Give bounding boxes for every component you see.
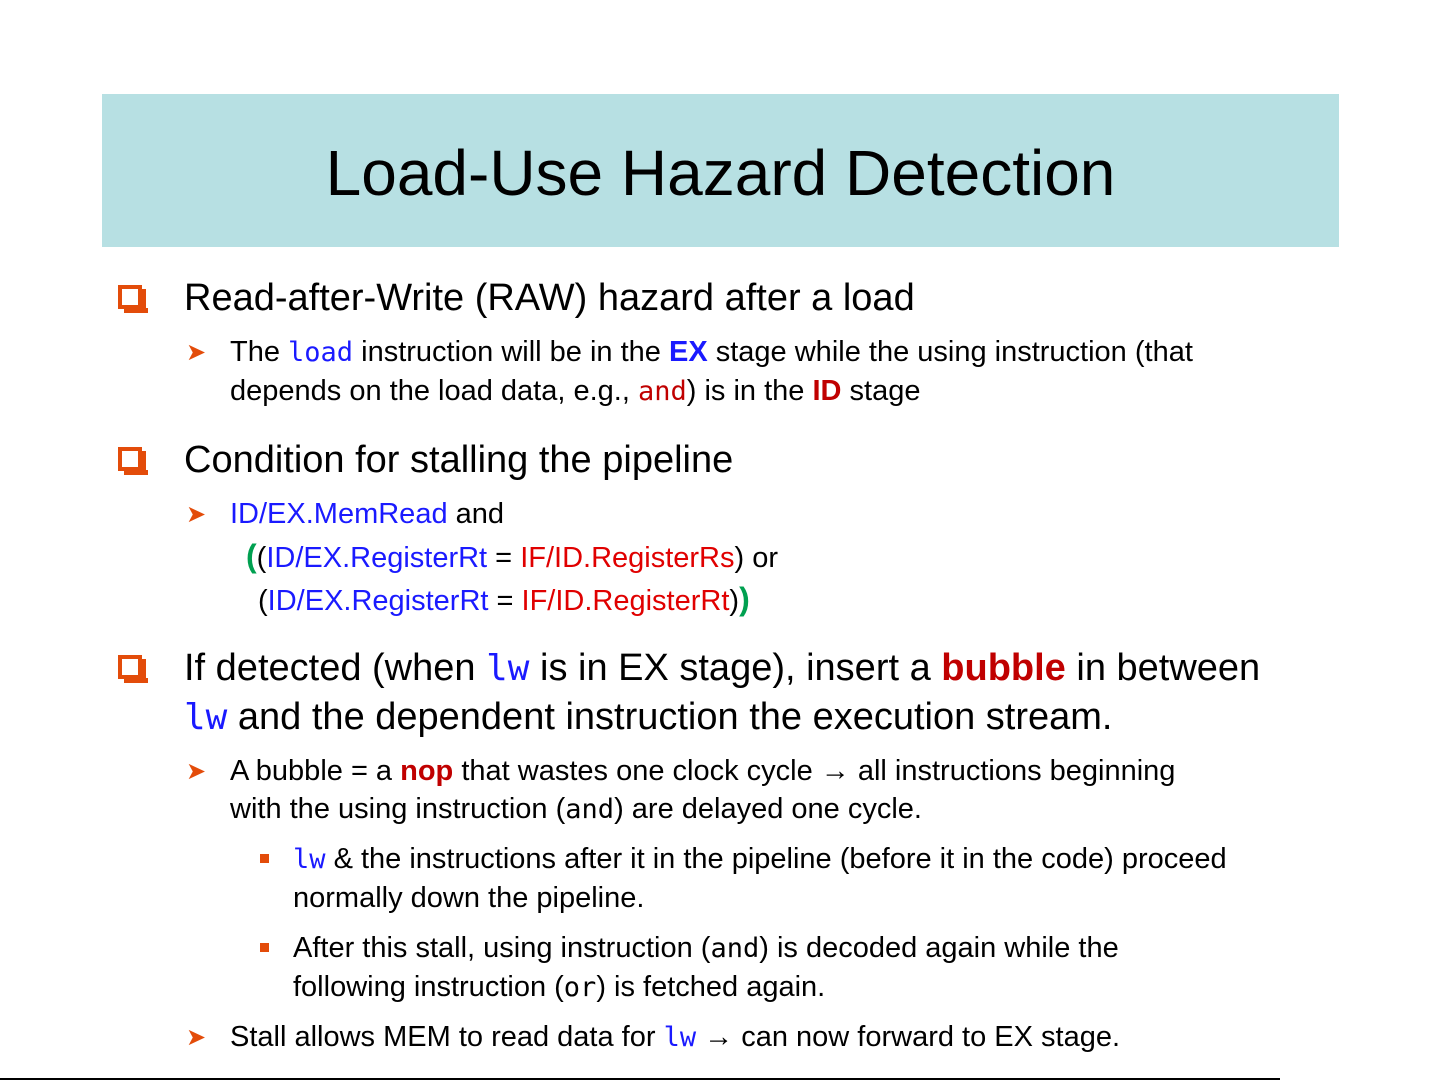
square-bullet-icon xyxy=(260,854,269,863)
condition-line-2: ((ID/EX.RegisterRt = IF/ID.RegisterRs) or xyxy=(246,538,779,574)
code-lw: lw xyxy=(184,697,228,738)
arrow-bullet-icon: ➤ xyxy=(186,501,207,528)
sub-bullet-stall-forward: Stall allows MEM to read data for lw → can now forward to EX stage. xyxy=(230,1021,1121,1053)
ex-stage-label: EX xyxy=(669,336,708,368)
arrow-bullet-icon: ➤ xyxy=(186,758,207,785)
slide-title: Load-Use Hazard Detection xyxy=(325,137,1116,209)
condition-line-3: (ID/EX.RegisterRt = IF/ID.RegisterRt)) xyxy=(258,581,750,617)
code-load: load xyxy=(288,337,354,368)
arrow-bullet-icon: ➤ xyxy=(186,339,207,366)
bottom-divider xyxy=(0,1078,1280,1080)
bullet-stall-condition: Condition for stalling the pipeline xyxy=(184,439,734,481)
square-bullet-icon xyxy=(260,943,269,952)
checkbox-bullet-icon xyxy=(118,655,142,679)
code-lw: lw xyxy=(486,648,530,689)
sub-sub-bullet-lw-proceeds: lw & the instructions after it in the pipeline (before it in the code) proceed normally down the pipeline. xyxy=(293,843,1227,914)
nop-label: nop xyxy=(400,755,454,787)
arrow-bullet-icon: ➤ xyxy=(186,1024,207,1051)
code-and: and xyxy=(637,376,687,407)
sub-sub-bullet-after-stall: After this stall, using instruction (and) is decoded again while the following instruction (or) is fetched again. xyxy=(293,932,1119,1003)
id-stage-label: ID xyxy=(812,375,842,407)
sub-bullet-bubble-nop: A bubble = a nop that wastes one clock cycle → all instructions beginning with the using instruction (and) are delayed one cycle. xyxy=(230,755,1176,825)
bubble-label: bubble xyxy=(941,647,1066,689)
condition-line-1: ID/EX.MemRead and xyxy=(230,498,505,530)
checkbox-bullet-icon xyxy=(118,447,142,471)
bullet-insert-bubble: If detected (when lw is in EX stage), insert a bubble in between lw and the dependent instruction the execution stream. xyxy=(184,647,1261,738)
checkbox-bullet-icon xyxy=(118,285,142,309)
bullet-raw-hazard: Read-after-Write (RAW) hazard after a load xyxy=(184,277,915,319)
sub-bullet-load-ex: The load instruction will be in the EX stage while the using instruction (that depends on the load data, e.g., and) is in the ID stage xyxy=(230,336,1193,407)
